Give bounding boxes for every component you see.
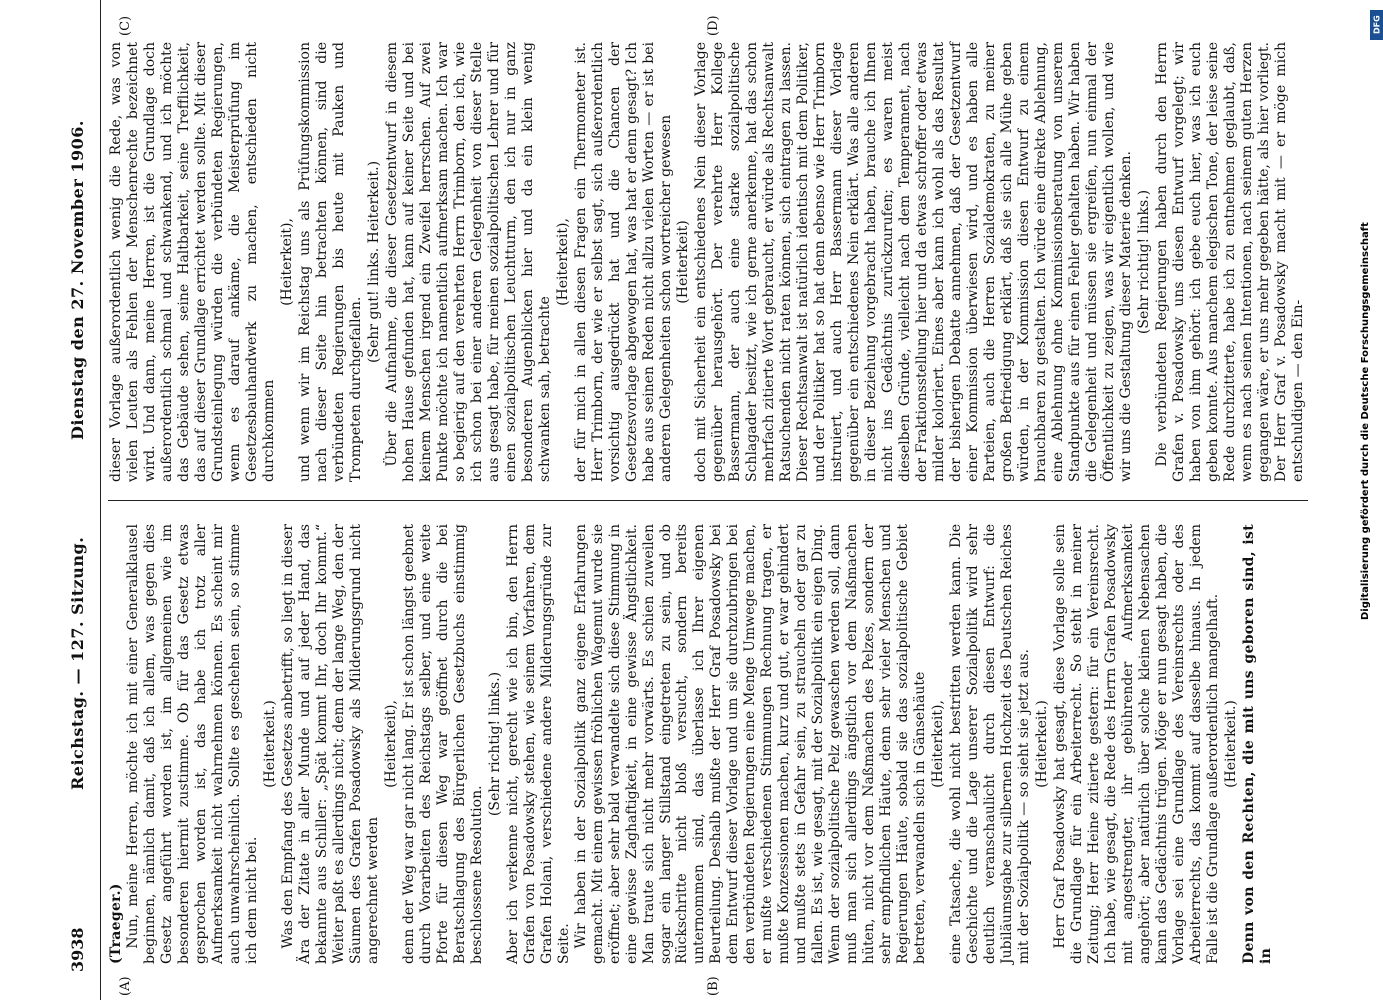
right-paragraph: (Heiterkeit) [675,220,692,304]
left-paragraph: (Sehr richtig! links.) [486,671,503,817]
right-paragraph: (Sehr gut! links. Heiterkeit.) [365,160,382,364]
column-divider [108,500,1308,501]
header-date: Dienstag den 27. November 1906. [68,120,87,440]
dfg-logo: DFG [1370,10,1383,40]
rotated-page [58,0,1320,1000]
margin-marker-b: (B) [706,976,721,996]
right-column [108,42,1308,482]
right-paragraph: und wenn wir im Reichstag uns als Prüfungskommission nach dieser Seite hin betrachten können, sind die verbündeten Regierungen bis heute mit Pauken und Trompeten durchgefallen. [296,42,364,482]
right-paragraph: der für mich in allen diesen Fragen ein Thermometer ist. Herr Trimborn, der wie er selbst sagt, sich außerordentlich vorsichtig ausgedrückt hat und die Chancen der Gesetzesvorlage abgewogen hat, was hat er denn gesagt? Ich habe aus seinen Reden nicht allzu vielen Worten — er ist bei anderen Gelegenheiten schon wortreicher gewesen [572,42,674,482]
digitization-note: Digitalisierung gefördert durch die Deutsche Forschungsgemeinschaft [1360,222,1371,620]
left-paragraph: eine Tatsache, die wohl nicht bestritten werden kann. Die Geschichte und die Lage unserer Sozialpolitik wird sehr deutlich veranschaulicht durch diesen Entwurf: die Jubiläumsgabe zur silbernen Hochzeit des Deutschen Reiches mit der Sozialpolitik — so sieht sie jetzt aus. [948,524,1033,964]
margin-marker-a: (A) [118,976,133,996]
right-paragraph: dieser Vorlage außerordentlich wenig die Rede, was von vielen Leuten als Fehlen der Menschenrechte bezeichnet wird. Und dann, meine Herren, ist die Grundlage doch außerordentlich schmal und schwankend, und ich möchte das Gebäude sehen, seine Haltbarkeit, seine Trefflichkeit, das auf dieser Grundlage errichtet werden sollte. Mit dieser Grundsteinlegung würden die verbündeten Regierungen, wenn es darauf ankäme, die Meisterprüfung im Gesetzesbauhandwerk zu machen, entschieden nicht durchkommen [108,42,277,482]
right-paragraph: doch mit Sicherheit ein entschiedenes Nein dieser Vorlage gegenüber herausgehört. Der verehrte Herr Kollege Bassermann, der auch eine starke sozialpolitische Schlagader besitzt, wie ich gerne anerkenne, hat das schon mehrfach zitierte Wort gebraucht, er würde als Rechtsanwalt Ratsuchenden nicht raten können, sich eintragen zu lassen. Dieser Rechtsanwalt ist natürlich identisch mit dem Politiker, und der Politiker hat so hat denn ebenso wie Herr Trimborn instruiert, und auch Herr Bassermann dieser Vorlage gegenüber ein entschiedenes Nein erklärt. Was alle anderen in dieser Beziehung vorgebracht haben, brauche ich Ihnen nicht ins Gedächtnis zurückzurufen; es waren meist dieselben Gründe, vielleicht nach dem Temperament, nach der Fraktionsstellung hier und da etwas schroffer oder etwas milder koloriert. Eines aber kann ich wohl als das Resultat der bisherigen Debatte annehmen, daß der Gesetzentwurf einer Kommission überwiesen wird, und es haben alle Parteien, auch die Herren Sozialdemokraten, zu meiner großen Befriedigung erklärt, daß sie sich alle Mühe geben würden, in der Kommission diesen Entwurf zu einem brauchbaren zu gestalten. Ich würde eine direkte Ablehnung, eine Ablehnung ohne Kommissionsberatung von unserem Standpunkte aus für einen Fehler gehalten haben. Wir haben die Gelegenheit und müssen sie ergreifen, nun einmal der Öffentlichkeit zu zeigen, was wir eigentlich wollen, und wie wir uns die Gestaltung dieser Materie denken. [693,42,1135,482]
right-paragraph: (Heiterkeit), [554,218,571,306]
left-paragraph: Nun, meine Herren, möchte ich mit einer Generalklausel beginnen, nämlich damit, daß ich allem, was gegen dies Gesetz angeführt worden ist, im allgemeinen wie im besonderen hiermit zustimme. Ob für das Gesetz etwas gesprochen worden ist, das habe ich trotz aller Aufmerksamkeit nicht wahrnehmen können. Es scheint mir auch unwahrscheinlich. Sollte es geschehen sein, so stimme ich dem nicht bei. [124,524,260,964]
margin-marker-c: (C) [118,15,133,36]
right-paragraph: (Heiterkeit), [278,218,295,306]
left-paragraph: Herr Graf Posadowsky hat gesagt, diese Vorlage solle sein die Grundlage für ein Arbeiterrecht. So steht in meiner Zeitung; Herr Heine zitierte gestern: für ein Vereinsrecht. Ich habe, wie gesagt, die Rede des Herrn Grafen Posadowsky mit angestrengter, ihr gebührender Aufmerksamkeit angehört; aber natürlich über solche kleinen Nebensachen kann das Gedächtnis trügen. Möge er nun gesagt haben, die Vorlage sei eine Grundlage des Vereinsrechts oder des Arbeiterrechts, das kommt auf dasselbe hinaus. In jedem Falle ist die Grundlage außerordentlich mangelhaft. [1052,524,1221,964]
margin-marker-d: (D) [706,15,721,36]
right-paragraph: Die verbündeten Regierungen haben durch den Herrn Grafen v. Posadowsky uns diesen Entwurf vorgelegt; wir haben von ihm gehört: ich gebe euch hier, was ich euch geben konnte. Aus manchem elegischen Tone, der leise seine Rede durchzitterte, habe ich zu entnehmen geglaubt, daß, wenn es nach seinen Intentionen, nach seinem guten Herzen gegangen wäre, er uns mehr gegeben hätte, als hier vorliegt. Der Herr Graf v. Posadowsky macht mit — er möge mich entschuldigen — den Ein- [1154,42,1306,482]
left-paragraph: Denn von den Rechten, die mit uns geboren sind, ist in [1240,524,1274,964]
left-paragraph: (Heiterkeit), [930,700,947,788]
left-paragraph: Was den Empfang des Gesetzes anbetrifft, so liegt in dieser Ära der Zitate in aller Munde und auf jeder Hand, das bekannte aus Schiller: „Spät kommt Ihr, doch Ihr kommt.“ Weiter paßt es allerdings nicht; denn der lange Weg, den der Säumen des Grafen Posadowsky als Milderungsgrund nicht angerechnet werden [279,524,381,964]
left-paragraph: (Heiterkeit.) [1222,700,1239,788]
left-paragraph: (Heiterkeit.) [261,700,278,788]
right-paragraph: Über die Aufnahme, die dieser Gesetzentwurf in diesem hohen Hause gefunden hat, kann auf keiner Seite und bei keinem Menschen irgend ein Zweifel herrschen. Auf zwei Punkte möchte ich namentlich aufmerksam machen. Ich war so begierig auf den verehrten Herrn Trimborn, den ich, wie ich schon bei einer anderen Gelegenheit von dieser Stelle aus gesagt habe, für meinen sozialpolitischen Lehrer und für einen sozialpolitischen Leuchtturm, den ich nur in ganz besonderen Augenblicken hier und da ein klein wenig schwanken sah, betrachte [383,42,553,482]
page-number: 3938 [68,927,87,972]
right-paragraph: (Sehr richtig! links.) [1136,189,1153,335]
left-paragraph: Aber ich verkenne nicht, gerecht wie ich bin, den Herrn Grafen von Posadowsky stehen, wie seinem Vorfahren, dem Grafen Holani, verschiedene andere Milderungsgründe zur Seite. [504,524,572,964]
left-paragraph: Wir haben in der Sozialpolitik ganz eigene Erfahrungen gemacht. Mit einem gewissen fröhlichen Wagemut wurde sie eröffnet; aber sehr bald verwandelte sich diese Stimmung in eine gewisse Zaghaftigkeit, in eine gewisse Ängstlichkeit. Man traute sich nicht mehr vorwärts. Es schien zuweilen sogar ein langer Stillstand eingetreten zu sein, und ob Rückschritte nicht bloß versucht, sondern bereits unternommen sind, das überlasse ich Ihrer eigenen Beurteilung. Deshalb mußte der Herr Graf Posadowsky bei dem Entwurf dieser Vorlage und um sie durchzubringen bei den verbündeten Regierungen eine Menge Umwege machen, er mußte verschiedenen Stimmungen Rechnung tragen, er mußte Konzessionen machen, kurz und gut, er war gehindert und mußte stets in Gefahr sein, zu straucheln oder gar zu fallen. Es ist, wie gesagt, mit der Sozialpolitik ein eigen Ding. Wenn der sozialpolitische Pelz gewaschen werden soll, dann muß man sich allerdings ängstlich vor dem Naßmachen hüten, nicht vor dem Naßmachen des Pelzes, sondern der sehr empfindlichen Häute, denn sehr vieler Menschen und Regierungen Häute, sobald sie das sozialpolitische Gebiet betreten, verwandeln sich in Gänsehäute [572,524,929,964]
left-paragraph: (Heiterkeit), [382,700,399,788]
left-paragraph: (Heiterkeit.) [1034,700,1051,788]
page-header [58,0,101,1000]
left-paragraph: denn der Weg war gar nicht lang. Er ist schon längst geebnet durch Vorarbeiten des Reichstags selber, und eine weite Pforte für diesen Weg war geöffnet durch die bei Beratschlagung des Bürgerlichen Gesetzbuchs einstimmig beschlossene Resolution. [400,524,485,964]
header-title: Reichstag. — 127. Sitzung. [68,536,87,790]
left-column [108,524,1308,964]
left-paragraph: (Traeger.) [108,883,124,964]
